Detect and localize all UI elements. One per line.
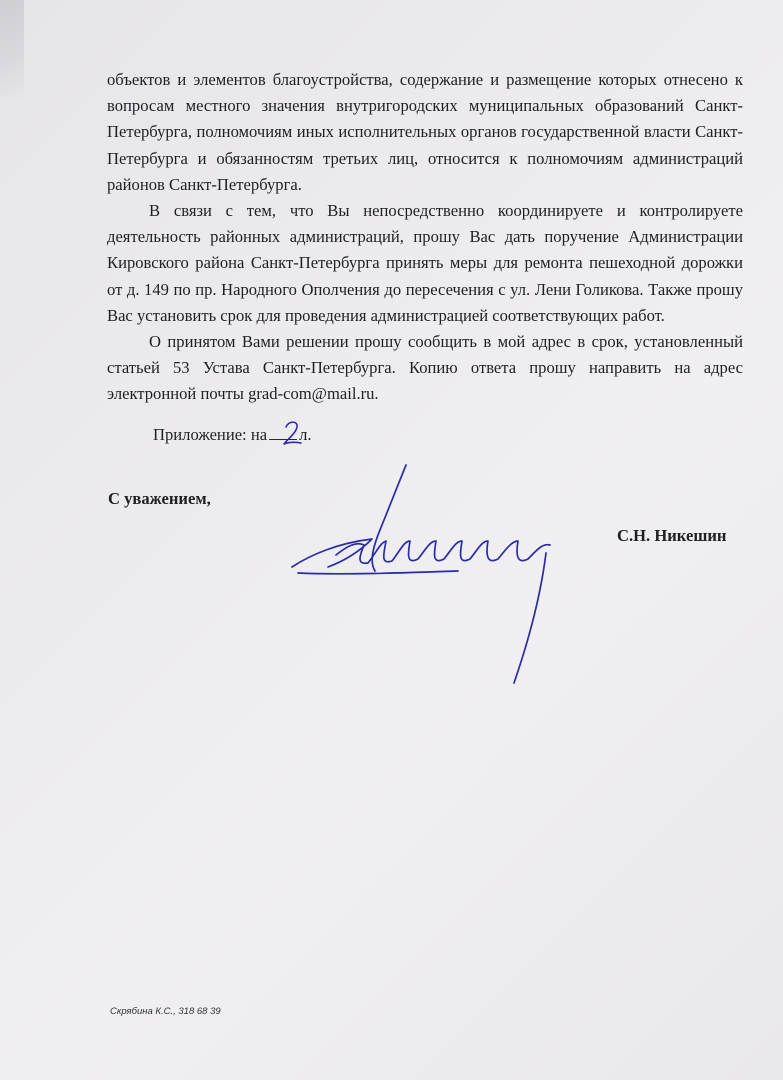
paragraph-3: О принятом Вами решении прошу сообщить в мой адрес в срок, установленный статьей 53 Устава Санкт-Петербурга. Копию ответа прошу направить на адрес электронной почты grad-com@mail.ru. [107,332,743,404]
paper-fold-shadow [0,0,24,100]
attachment-suffix: л. [299,425,312,444]
signer-name: С.Н. Никешин [617,526,727,545]
attachment-prefix: Приложение: на [153,425,268,444]
paragraph-1: объектов и элементов благоустройства, содержание и размещение которых отнесено к вопросам местного значения внутригородских муниципальных образований Санкт-Петербурга, полномочиям иных исполнительных органов государственной власти Санкт-Петербурга и обязанностям третьих лиц, относится к полномочиям администраций районов Санкт-Петербурга. [107,70,743,194]
handwritten-page-count [279,418,305,448]
handwritten-signature [280,455,580,695]
paragraph-2: В связи с тем, что Вы непосредственно координируете и контролируете деятельность районных администраций, прошу Вас дать поручение Администрации Кировского района Санкт-Петербурга принять меры для ремонта пешеходной дорожки от д. 149 по пр. Народного Ополчения до пересечения с ул. Лени Голикова. Также прошу Вас установить срок для проведения администрацией соответствующих работ. [107,201,743,325]
closing-greeting: С уважением, [108,489,211,508]
executor-note: Скрябина К.С., 318 68 39 [110,1006,221,1017]
letter-body [107,67,743,408]
